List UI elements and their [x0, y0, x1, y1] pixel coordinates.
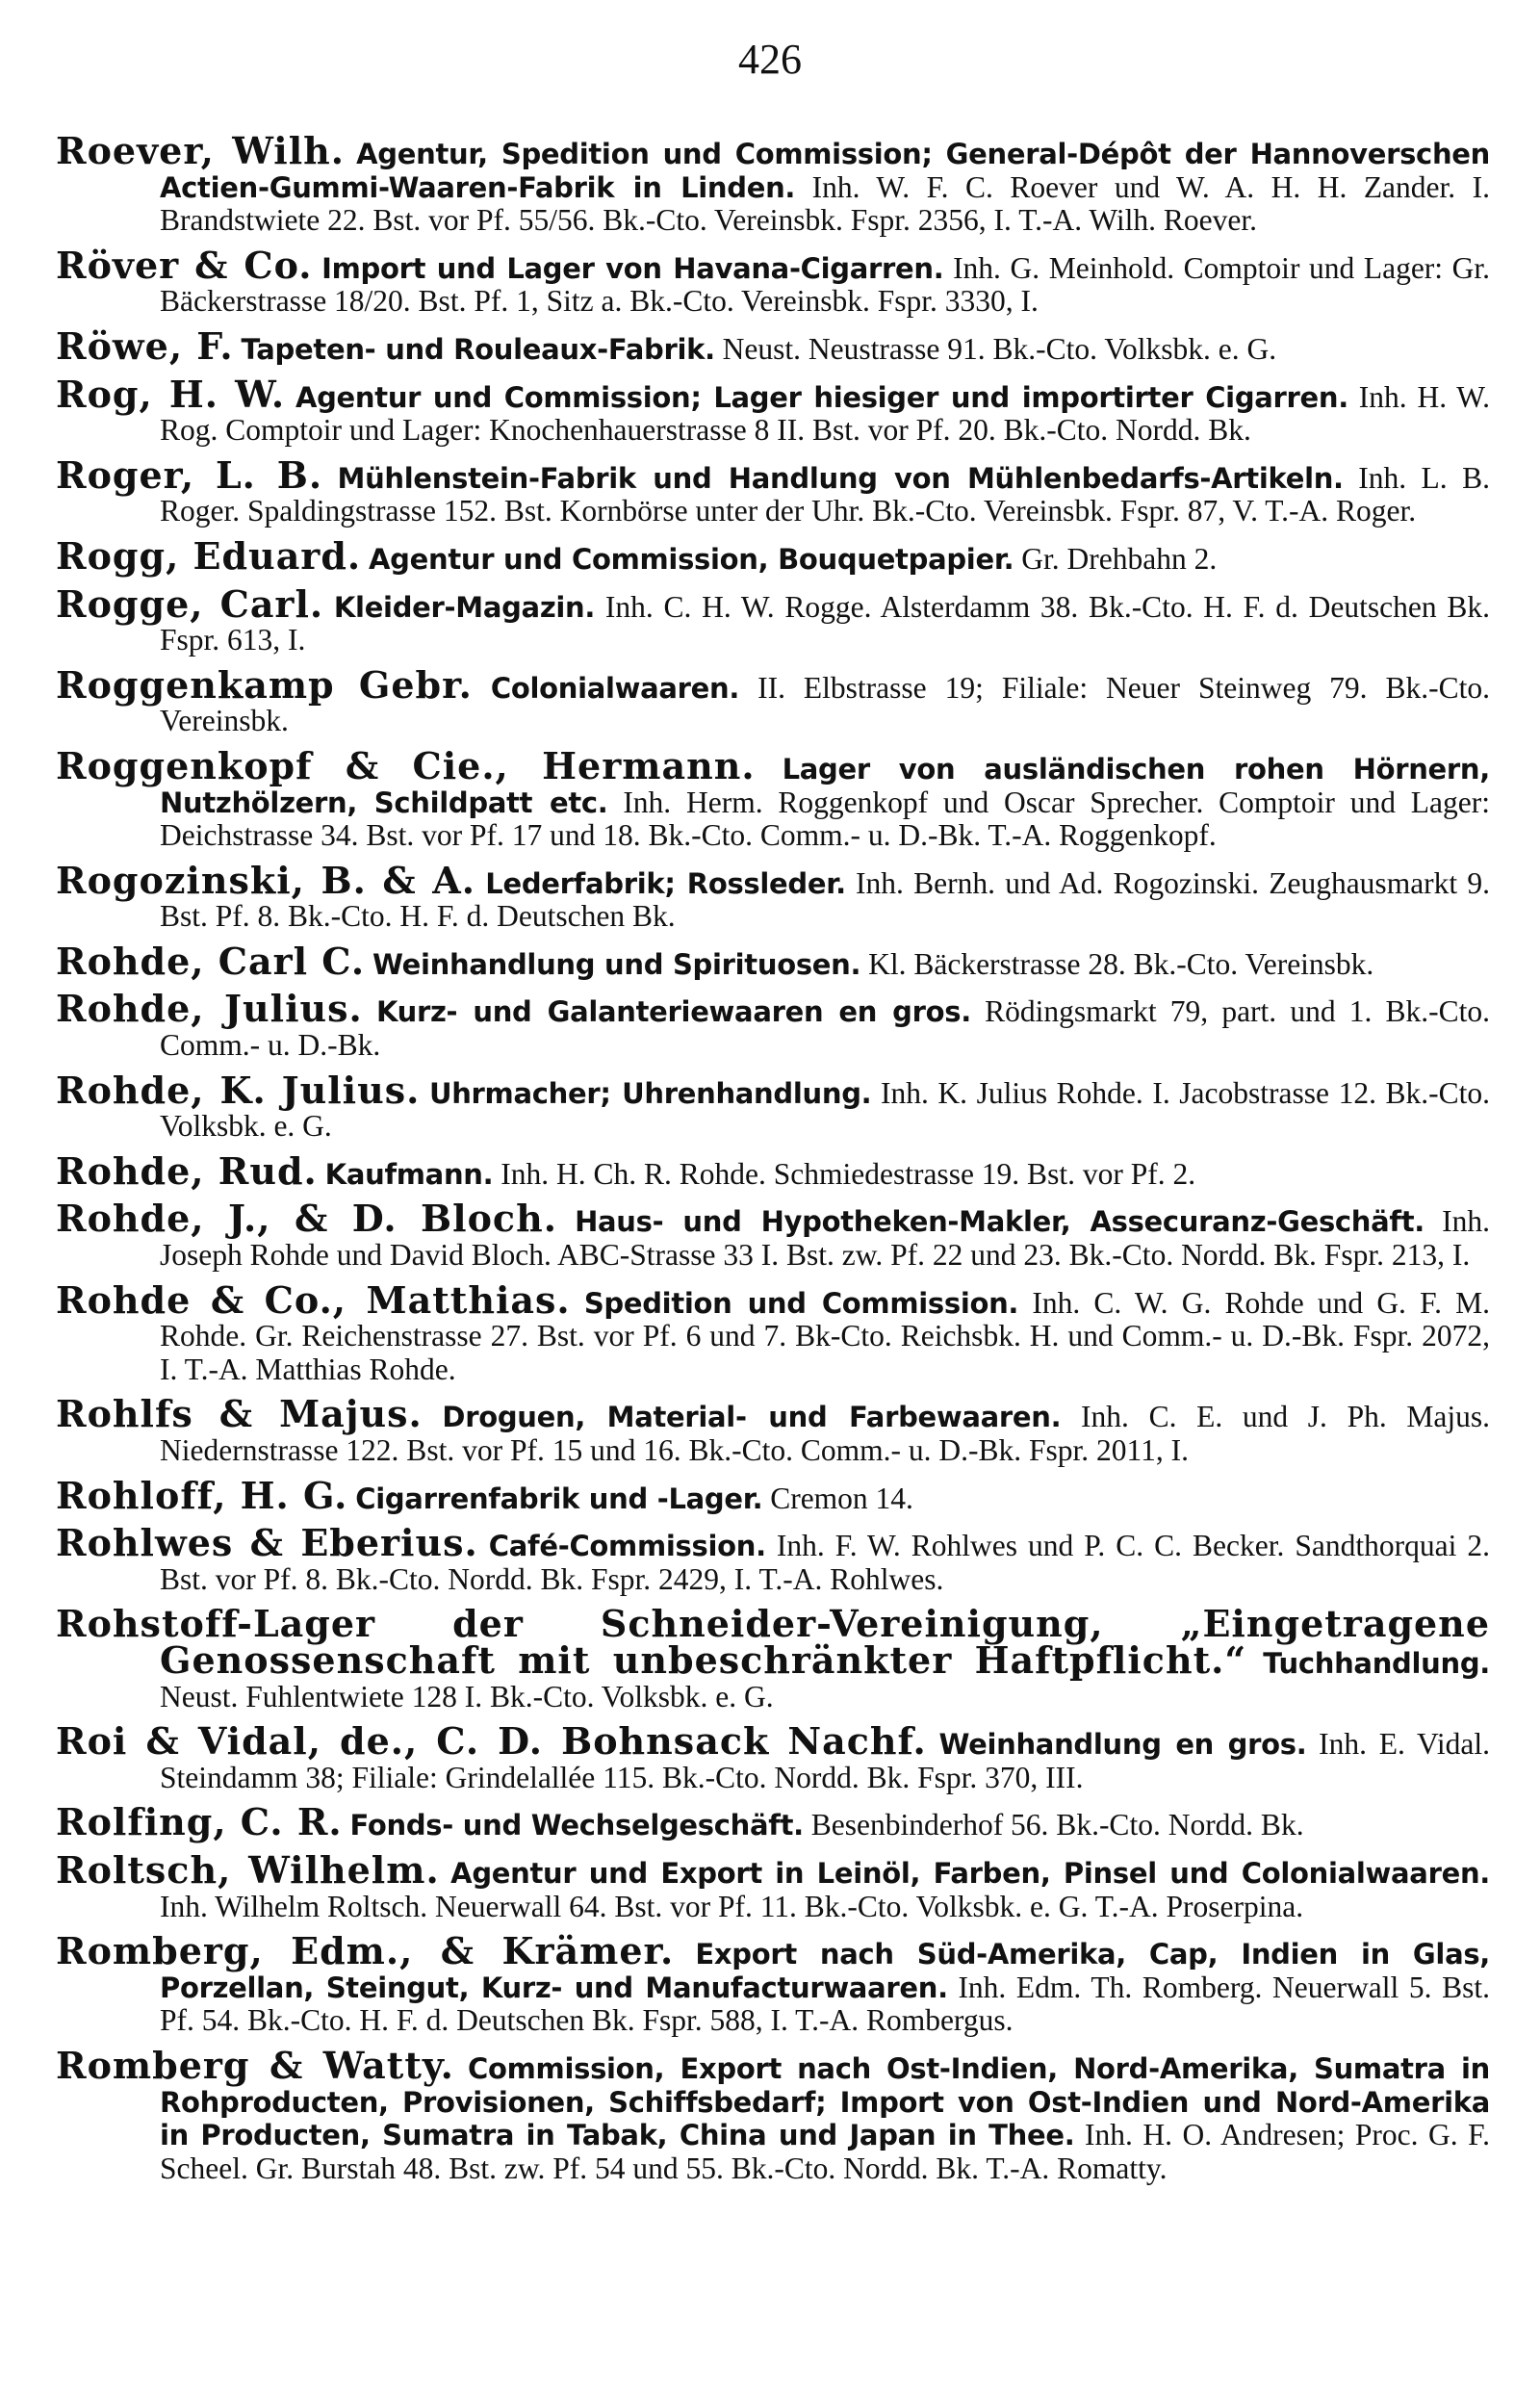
entry-name: Rohde & Co., Matthias. [56, 1277, 571, 1322]
entry-details: Inh. Wilhelm Roltsch. Neuerwall 64. Bst. vor Pf. 11. Bk.-Cto. Volksbk. e. G. T.-A. Proserpina. [160, 1889, 1304, 1923]
entry-name: Rohde, Carl C. [56, 939, 366, 983]
entry-business: Lederfabrik; Rossleder. [485, 866, 846, 900]
entry-details: Inh. C. H. W. Rogge. Alsterdamm 38. Bk.-Cto. H. F. d. Deutschen Bk. Fspr. 613, I. [160, 589, 1490, 657]
entry-name: Rogge, Carl. [56, 581, 324, 626]
entry-details: Besenbinderhof 56. Bk.-Cto. Nordd. Bk. [810, 1808, 1304, 1842]
directory-entry [56, 129, 1491, 238]
directory-entry [56, 1602, 1491, 1713]
directory-entry [56, 372, 1491, 448]
entry-business: Kurz- und Galanteriewaaren en gros. [375, 995, 971, 1029]
entry-name: Rohde, Julius. [56, 987, 363, 1031]
entry-details: Cremon 14. [770, 1481, 913, 1515]
entry-business: Lager von ausländischen rohen Hörnern, Nutzhölzern, Schildpatt etc. [160, 752, 1490, 819]
entry-name: Roggenkamp Gebr. [56, 662, 473, 707]
entry-details: Inh. K. Julius Rohde. I. Jacobstrasse 12. Bk.-Cto. Volksbk. e. G. [160, 1075, 1491, 1144]
directory-entry [56, 581, 1490, 657]
entry-details: Rödingsmarkt 79, part. und 1. Bk.-Cto. Comm.- u. D.-Bk. [160, 994, 1491, 1063]
entry-business: Export nach Süd-Amerika, Cap, Indien in Glas, Porzellan, Steingut, Kurz- und Manufacturwaaren. [160, 1938, 1491, 2004]
entry-business: Cigarrenfabrik und -Lager. [355, 1481, 763, 1515]
entry-business: Import und Lager von Havana-Cigarren. [321, 251, 944, 285]
entry-name: Rogg, Eduard. [56, 533, 362, 578]
entry-business: Agentur, Spedition und Commission; General-Dépôt der Hannoverschen Actien-Gummi-Waaren-Fabrik in Linden. [160, 138, 1491, 204]
entry-name: Rohde, J., & D. Bloch. [56, 1197, 557, 1241]
entry-name: Romberg, Edm., & Krämer. [56, 1929, 675, 1973]
directory-entry [56, 1521, 1491, 1596]
entry-details: Inh. Joseph Rohde und David Bloch. ABC-Strasse 33 I. Bst. zw. Pf. 22 und 23. Bk.-Cto. Nordd. Bk. Fspr. 213, I. [160, 1204, 1491, 1273]
directory-entry [56, 1719, 1490, 1794]
entry-details: II. Elbstrasse 19; Filiale: Neuer Steinweg 79. Bk.-Cto. Vereinsbk. [160, 670, 1491, 738]
entry-details: Inh. Herm. Roggenkopf und Oscar Sprecher. Comptoir und Lager: Deichstrasse 34. Bst. vor Pf. 17 und 18. Bk.-Cto. Comm.- u. D.-Bk. T.-A. Roggenkopf. [160, 785, 1490, 853]
entry-name: Rog, H. W. [56, 372, 286, 416]
directory-entry [56, 743, 1490, 853]
entry-name: Rolfing, C. R. [56, 1800, 343, 1844]
entry-business: Droguen, Material- und Farbewaaren. [442, 1401, 1062, 1434]
entry-business: Kleider-Magazin. [333, 590, 596, 624]
entry-name: Roi & Vidal, de., C. D. Bohnsack Nachf. [56, 1719, 927, 1764]
entry-details: Inh. E. Vidal. Steindamm 38; Filiale: Grindelallée 115. Bk.-Cto. Nordd. Bk. Fspr. 370, III. [160, 1727, 1490, 1794]
directory-entry [56, 858, 1491, 934]
entry-details: Inh. Edm. Th. Romberg. Neuerwall 5. Bst. Pf. 54. Bk.-Cto. H. F. d. Deutschen Bk. Fspr. 588, I. T.-A. Rombergus. [160, 1970, 1491, 2038]
entry-details: Neust. Neustrasse 91. Bk.-Cto. Volksbk. e. G. [722, 331, 1277, 366]
entry-details: Inh. W. F. C. Roever und W. A. H. H. Zander. I. Brandstwiete 22. Bst. vor Pf. 55/56. Bk.-Cto. Vereinsbk. Fspr. 2356, I. T.-A. Wilh. Roever. [160, 169, 1491, 238]
entry-name: Romberg & Watty. [56, 2043, 454, 2087]
entry-business: Weinhandlung und Spirituosen. [372, 947, 861, 981]
entry-business: Tuchhandlung. [1263, 1646, 1491, 1680]
directory-entry [56, 1277, 1491, 1387]
directory-entry [56, 1473, 1490, 1517]
entry-name: Roger, L. B. [56, 452, 323, 497]
entry-name: Rohde, K. Julius. [56, 1068, 421, 1112]
directory-entry [56, 987, 1491, 1063]
directory-entry [56, 1929, 1491, 2038]
entry-name: Rohlwes & Eberius. [56, 1521, 478, 1565]
entry-business: Agentur und Commission, Bouquetpapier. [369, 542, 1014, 576]
entry-business: Mühlenstein-Fabrik und Handlung von Mühlenbedarfs-Artikeln. [337, 461, 1344, 495]
entry-business: Spedition und Commission. [583, 1286, 1019, 1320]
directory-entry [56, 1197, 1491, 1273]
directory-entry [56, 2043, 1491, 2185]
entry-business: Haus- und Hypotheken-Makler, Assecuranz-Geschäft. [575, 1205, 1425, 1239]
directory-entry [56, 1392, 1491, 1467]
entry-business: Uhrmacher; Uhrenhandlung. [428, 1076, 872, 1110]
entry-business: Colonialwaaren. [490, 671, 740, 705]
entry-details: Inh. H. Ch. R. Rohde. Schmiedestrasse 19. Bst. vor Pf. 2. [500, 1156, 1196, 1191]
entry-business: Commission, Export nach Ost-Indien, Nord-Amerika, Sumatra in Rohproducten, Provisionen, Schiffsbedarf; Import von Ost-Indien und Nord-Amerika in Producten, Sumatra in Tabak, China und Japan in Thee. [160, 2051, 1491, 2152]
entry-business: Fonds- und Wechselgeschäft. [349, 1809, 804, 1842]
entry-business: Agentur und Export in Leinöl, Farben, Pinsel und Colonialwaaren. [450, 1856, 1491, 1890]
directory-entry [56, 1068, 1491, 1144]
entry-business: Tapeten- und Rouleaux-Fabrik. [241, 332, 715, 366]
entry-details: Neust. Fuhlentwiete 128 I. Bk.-Cto. Volksbk. e. G. [160, 1679, 774, 1713]
entry-business: Agentur und Commission; Lager hiesiger und importirter Cigarren. [295, 380, 1348, 414]
entry-name: Röver & Co. [56, 243, 313, 287]
directory-entry [56, 1800, 1490, 1844]
directory-entry [56, 939, 1490, 983]
entry-details: Inh. G. Meinhold. Comptoir und Lager: Gr. Bäckerstrasse 18/20. Bst. Pf. 1, Sitz a. Bk.-Cto. Vereinsbk. Fspr. 3330, I. [160, 250, 1491, 319]
entry-details: Inh. H. O. Andresen; Proc. G. F. Scheel. Gr. Burstah 48. Bst. zw. Pf. 54 und 55. Bk.-Cto. Nordd. Bk. T.-A. Romatty. [160, 2118, 1491, 2185]
entry-name: Rogozinski, B. & A. [56, 858, 476, 902]
entry-details: Inh. H. W. Rog. Comptoir und Lager: Knochenhauerstrasse 8 II. Bst. vor Pf. 20. Bk.-Cto. Nordd. Bk. [160, 379, 1491, 448]
page-number: 426 [738, 36, 802, 83]
entry-business: Weinhandlung en gros. [938, 1728, 1307, 1762]
directory-entry [56, 1148, 1490, 1193]
entry-details: Inh. Bernh. und Ad. Rogozinski. Zeughausmarkt 9. Bst. Pf. 8. Bk.-Cto. H. F. d. Deutschen Bk. [160, 865, 1491, 934]
entry-details: Inh. L. B. Roger. Spaldingstrasse 152. Bst. Kornbörse unter der Uhr. Bk.-Cto. Vereinsbk. Fspr. 87, V. T.-A. Roger. [160, 460, 1491, 528]
entry-name: Roever, Wilh. [56, 129, 346, 172]
directory-entry [56, 243, 1491, 319]
directory-entry [56, 533, 1490, 578]
entry-details: Inh. C. W. G. Rohde und G. F. M. Rohde. Gr. Reichenstrasse 27. Bst. vor Pf. 6 und 7. Bk-Cto. Reichsbk. H. und Comm.- u. D.-Bk. Fspr. 2072, I. T.-A. Matthias Rohde. [160, 1285, 1491, 1386]
entry-details: Inh. F. W. Rohlwes und P. C. C. Becker. Sandthorquai 2. Bst. vor Pf. 8. Bk.-Cto. Nordd. Bk. Fspr. 2429, I. T.-A. Rohlwes. [160, 1529, 1491, 1596]
directory-entry [56, 452, 1491, 528]
entry-details: Inh. C. E. und J. Ph. Majus. Niedernstrasse 122. Bst. vor Pf. 15 und 16. Bk.-Cto. Comm.- u. D.-Bk. Fspr. 2011, I. [160, 1400, 1491, 1467]
entry-name: Röwe, F. [56, 323, 234, 368]
entry-business: Kaufmann. [324, 1157, 494, 1191]
entry-details: Gr. Drehbahn 2. [1021, 541, 1218, 576]
directory-entry [56, 662, 1491, 738]
directory-entry [56, 323, 1490, 368]
entry-name: Rohlfs & Majus. [56, 1392, 423, 1436]
entry-name: Rohde, Rud. [56, 1148, 318, 1193]
entry-name: Rohstoff-Lager der Schneider-Vereinigung, „Eingetragene Genossenschaft mit unbeschränkter Haftpflicht.“ [56, 1602, 1490, 1682]
entry-details: Kl. Bäckerstrasse 28. Bk.-Cto. Vereinsbk. [868, 946, 1374, 981]
entry-name: Rohloff, H. G. [56, 1473, 348, 1517]
entry-name: Roggenkopf & Cie., Hermann. [56, 743, 756, 787]
directory-entry [56, 1847, 1491, 1923]
entry-list [56, 129, 1491, 2197]
entry-business: Café-Commission. [488, 1530, 766, 1563]
entry-name: Roltsch, Wilhelm. [56, 1847, 440, 1892]
